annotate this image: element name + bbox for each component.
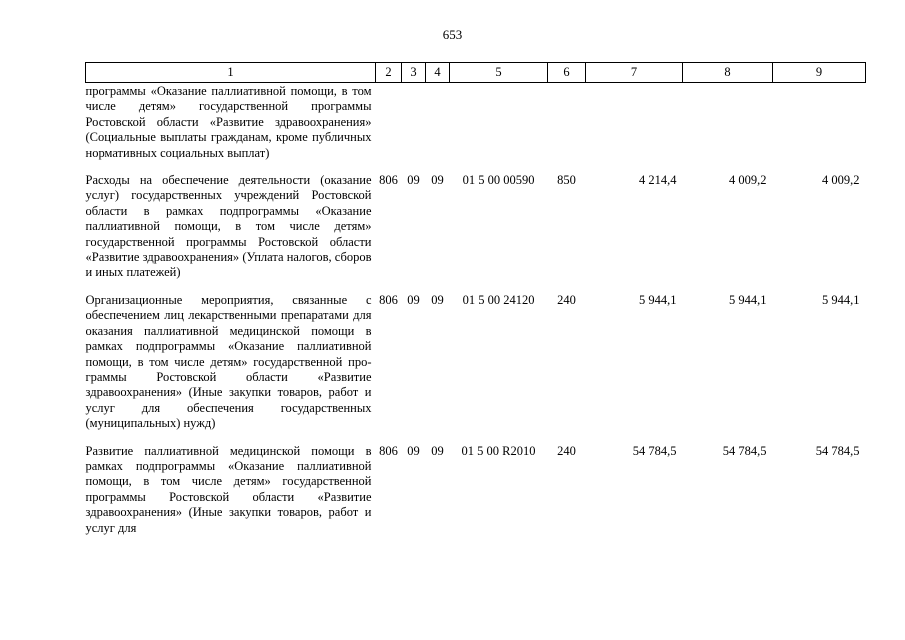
column-header-5: 5: [450, 63, 548, 83]
target-code: [450, 83, 548, 168]
table-row: [86, 83, 866, 168]
amount-col-8: 4 009,2: [729, 173, 767, 188]
amount-col-9: 54 784,5: [815, 443, 860, 458]
amount-col-7: 5 944,1: [639, 292, 677, 307]
amount-col-7: 54 784,5: [632, 443, 677, 458]
section-code: 09: [407, 292, 420, 307]
section-code: 09: [407, 173, 420, 188]
page-number: 653: [442, 27, 463, 42]
column-header-8: 8: [683, 63, 773, 83]
target-code: 01 5 00 24120: [462, 292, 535, 307]
subsection-code: 09: [431, 443, 444, 458]
column-header-7: 7: [586, 63, 683, 83]
amount-col-8: 54 784,5: [722, 443, 767, 458]
column-header-2: 2: [376, 63, 402, 83]
ministry-code: 806: [379, 292, 398, 307]
amount-col-9: [773, 83, 866, 168]
expense-name: Развитие паллиативной медицинской помощи в рамках подпрограммы «Оказание паллиативной помощи, в том числе детям» государственной программы Ростовской области «Развитие здравоохранения» (Иные закупки товаров, работ и услуг для: [85, 443, 372, 535]
amount-col-8: 5 944,1: [729, 292, 767, 307]
table-row: [86, 287, 866, 438]
target-code: 01 5 00 00590: [462, 173, 535, 188]
amount-col-7: 4 214,4: [639, 173, 677, 188]
column-header-6: 6: [548, 63, 586, 83]
subsection-code: [426, 83, 450, 168]
section-code: 09: [407, 443, 420, 458]
column-header-3: 3: [402, 63, 426, 83]
expense-name: программы «Оказание паллиативной помощи, в том числе детям» государственной программы Ростовской области «Развитие здравоохранения» (Социальные выплаты гражданам, кроме публичных нормативных социальных выплат): [85, 84, 372, 160]
column-header-1: 1: [86, 63, 376, 83]
column-header-9: 9: [773, 63, 866, 83]
expense-name: Расходы на обеспечение деятельности (оказание услуг) государственных учреждений Ростовской области в рамках подпрограммы «Оказание паллиативной помощи, в том числе детям» государственной программы Ростовской области «Развитие здравоохранения» (Уплата налогов, сборов и иных платежей): [85, 173, 372, 280]
header-row: [86, 63, 866, 83]
target-code: 01 5 00 R2010: [461, 443, 536, 458]
amount-col-7: [586, 83, 683, 168]
ministry-code: 806: [379, 443, 398, 458]
subsection-code: 09: [431, 292, 444, 307]
expense-name: Организационные мероприятия, связанные с обеспечением лиц лекарственными препаратами для оказания паллиативной медицинской помощи в рамках подпрограммы «Оказание паллиативной помощи, в том числе детям» государственной программы Ростовской области «Развитие здравоохранения» (Иные закупки товаров, работ и услуг для обеспечения государственных (муниципальных) нужд): [85, 292, 372, 431]
table-row: [86, 167, 866, 287]
expense-type-code: [548, 83, 586, 168]
subsection-code: 09: [431, 173, 444, 188]
expense-type-code: 850: [557, 173, 576, 188]
expense-type-code: 240: [557, 292, 576, 307]
amount-col-9: 5 944,1: [822, 292, 860, 307]
ministry-code: [376, 83, 402, 168]
section-code: [402, 83, 426, 168]
ministry-code: 806: [379, 173, 398, 188]
amount-col-9: 4 009,2: [822, 173, 860, 188]
budget-table: [85, 62, 866, 542]
amount-col-8: [683, 83, 773, 168]
column-header-4: 4: [426, 63, 450, 83]
expense-type-code: 240: [557, 443, 576, 458]
table-row: [86, 438, 866, 542]
